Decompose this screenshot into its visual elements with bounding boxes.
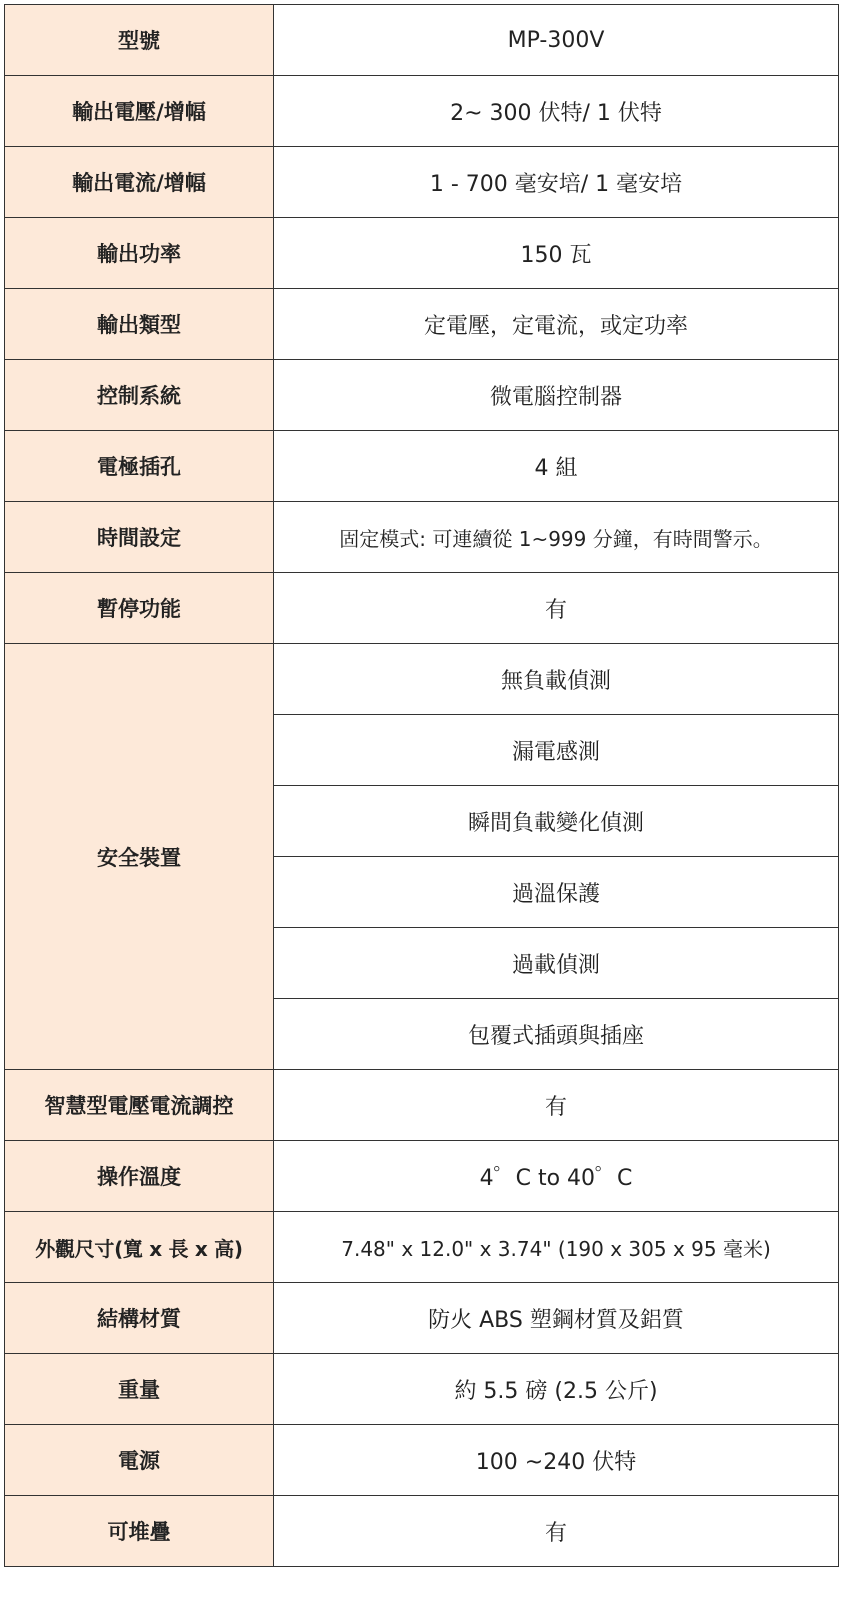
row-label-output-type: 輸出類型 — [5, 289, 274, 360]
row-label-electrode-jacks: 電極插孔 — [5, 431, 274, 502]
table-row — [5, 1070, 839, 1141]
row-label-time-setting: 時間設定 — [5, 502, 274, 573]
table-row — [5, 644, 839, 715]
table-row — [5, 76, 839, 147]
safety-item: 瞬間負載變化偵測 — [274, 786, 839, 857]
table-row — [5, 1141, 839, 1212]
table-row — [5, 147, 839, 218]
row-value-material: 防火 ABS 塑鋼材質及鋁質 — [274, 1283, 839, 1354]
row-label-output-power: 輸出功率 — [5, 218, 274, 289]
row-value-stackable: 有 — [274, 1496, 839, 1567]
row-label-control-system: 控制系統 — [5, 360, 274, 431]
row-label-material: 結構材質 — [5, 1283, 274, 1354]
table-row — [5, 1496, 839, 1567]
row-label-dimensions: 外觀尺寸(寬 x 長 x 高) — [5, 1212, 274, 1283]
table-row — [5, 1354, 839, 1425]
row-label-output-voltage: 輸出電壓/增幅 — [5, 76, 274, 147]
row-value-electrode-jacks: 4 組 — [274, 431, 839, 502]
row-value-output-type: 定電壓，定電流，或定功率 — [274, 289, 839, 360]
table-row — [5, 218, 839, 289]
spec-table — [4, 4, 839, 1567]
safety-item: 過載偵測 — [274, 928, 839, 999]
safety-item: 漏電感測 — [274, 715, 839, 786]
row-label-stackable: 可堆疊 — [5, 1496, 274, 1567]
row-label-smart-regulation: 智慧型電壓電流調控 — [5, 1070, 274, 1141]
table-row — [5, 431, 839, 502]
table-row — [5, 573, 839, 644]
row-value-power-supply: 100 ~240 伏特 — [274, 1425, 839, 1496]
table-row — [5, 1425, 839, 1496]
row-value-output-power: 150 瓦 — [274, 218, 839, 289]
row-value-smart-regulation: 有 — [274, 1070, 839, 1141]
row-label-weight: 重量 — [5, 1354, 274, 1425]
safety-item: 無負載偵測 — [274, 644, 839, 715]
row-value-control-system: 微電腦控制器 — [274, 360, 839, 431]
safety-item: 包覆式插頭與插座 — [274, 999, 839, 1070]
row-value-output-voltage: 2~ 300 伏特/ 1 伏特 — [274, 76, 839, 147]
row-value-weight: 約 5.5 磅 (2.5 公斤) — [274, 1354, 839, 1425]
row-label-safety-devices: 安全裝置 — [5, 644, 274, 1070]
table-row — [5, 502, 839, 573]
row-value-model: MP-300V — [274, 5, 839, 76]
row-value-pause-function: 有 — [274, 573, 839, 644]
row-label-power-supply: 電源 — [5, 1425, 274, 1496]
table-row — [5, 360, 839, 431]
row-label-output-current: 輸出電流/增幅 — [5, 147, 274, 218]
table-row — [5, 5, 839, 76]
table-row — [5, 1283, 839, 1354]
row-value-output-current: 1 - 700 毫安培/ 1 毫安培 — [274, 147, 839, 218]
table-row — [5, 1212, 839, 1283]
row-label-pause-function: 暫停功能 — [5, 573, 274, 644]
row-label-operating-temperature: 操作溫度 — [5, 1141, 274, 1212]
row-label-model: 型號 — [5, 5, 274, 76]
table-row — [5, 289, 839, 360]
row-value-time-setting: 固定模式: 可連續從 1~999 分鐘，有時間警示。 — [274, 502, 839, 573]
safety-item: 過溫保護 — [274, 857, 839, 928]
row-value-dimensions: 7.48" x 12.0" x 3.74" (190 x 305 x 95 毫米) — [274, 1212, 839, 1283]
row-value-operating-temperature: 4゜C to 40゜C — [274, 1141, 839, 1212]
